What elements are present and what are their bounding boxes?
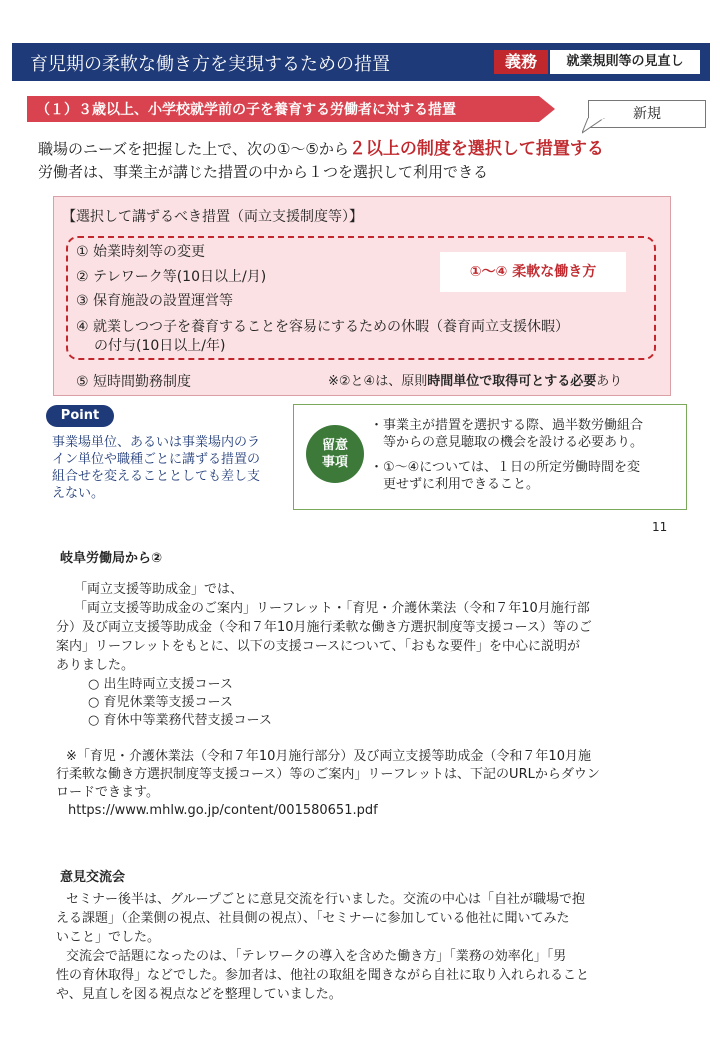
paragraph-line: 「両立支援等助成金」では、 — [74, 582, 244, 597]
notice-circle-icon: 留意 事項 — [306, 425, 364, 483]
obligation-badge: 義務 — [494, 50, 548, 74]
measure-item-4-cont: の付与(10日以上/年) — [94, 338, 226, 354]
point-badge: Point — [46, 405, 114, 427]
measure-item-2: ② テレワーク等(10日以上/月) — [76, 269, 267, 285]
page-number: 11 — [652, 520, 668, 534]
section-title-exchange: 意見交流会 — [60, 870, 126, 885]
paragraph-line: 案内」リーフレットをもとに、以下の支援コースについて、「おもな要件」を中心に説明が — [56, 639, 581, 654]
course-item: ○ 育児休業等支援コース — [88, 695, 233, 710]
paragraph-line: 「両立支援等助成金のご案内」リーフレット・「育児・介護休業法（令和７年10月施行部 — [74, 601, 590, 616]
new-label: 新規 — [633, 106, 661, 122]
course-item: ○ 出生時両立支援コース — [88, 677, 233, 692]
intro-line-1: 職場のニーズを把握した上で、次の①～⑤から２以上の制度を選択して措置する — [38, 139, 604, 159]
measure-item-3: ③ 保育施設の設置運営等 — [76, 293, 234, 309]
section-title-gifu: 岐阜労働局から② — [60, 551, 163, 566]
obligation-detail: 就業規則等の見直し — [550, 50, 700, 74]
note-line: 行柔軟な働き方選択制度等支援コース）等のご案内」リーフレットは、下記のURLからダウン — [56, 767, 600, 782]
paragraph-line: える課題」（企業側の視点、社員側の視点）、「セミナーに参加している他社に聞いてみた — [56, 911, 570, 926]
paragraph-line: や、見直しを図る視点などを整理していました。 — [56, 987, 342, 1002]
notice-line-4: 更せずに利用できること。 — [370, 477, 540, 492]
flexible-work-tag: ①～④ 柔軟な働き方 — [440, 252, 626, 292]
download-url[interactable]: https://www.mhlw.go.jp/content/001580651.pdf — [68, 803, 378, 818]
point-text: 事業場単位、あるいは事業場内のライン単位や職種ごとに講ずる措置の組合せを変えることとしても差し支えない。 — [52, 435, 261, 501]
paragraph-line: 交流会で話題になったのは、「テレワークの導入を含めた働き方」「業務の効率化」「男 — [66, 949, 567, 964]
paragraph-line: セミナー後半は、グループごとに意見交流を行いました。交流の中心は「自社が職場で抱 — [66, 892, 585, 907]
notice-line-1: ・事業主が措置を選択する際、過半数労働組合 — [370, 418, 644, 433]
paragraph-line: いこと」でした。 — [56, 930, 161, 945]
measure-item-4: ④ 就業しつつ子を養育することを容易にするための休暇（養育両立支援休暇） — [76, 319, 569, 335]
intro-line-2: 労働者は、事業主が講じた措置の中から１つを選択して利用できる — [38, 163, 489, 181]
paragraph-line: ありました。 — [56, 658, 135, 673]
emphasis-text: ２以上の制度を選択して措置する — [348, 139, 604, 159]
section-subtitle: （１）３歳以上、小学校就学前の子を養育する労働者に対する措置 — [36, 102, 456, 118]
measure-item-1: ① 始業時刻等の変更 — [76, 244, 206, 260]
paragraph-line: 分）及び両立支援等助成金（令和７年10月施行柔軟な働き方選択制度等支援コース）等のご — [56, 620, 592, 635]
course-item: ○ 育休中等業務代替支援コース — [88, 713, 272, 728]
measure-item-5: ⑤ 短時間勤務制度 — [76, 374, 192, 390]
note-line: ※「育児・介護休業法（令和７年10月施行部分）及び両立支援等助成金（令和７年10月施 — [66, 749, 591, 764]
paragraph-line: 性の育休取得」などでした。参加者は、他社の取組を聞きながら自社に取り入れられること — [56, 968, 590, 983]
notice-line-3: ・①～④については、１日の所定労働時間を変 — [370, 460, 641, 475]
note-line: ロードできます。 — [56, 785, 159, 800]
notice-line-2: 等からの意見聴取の機会を設ける必要あり。 — [370, 435, 644, 450]
time-unit-note: ※②と④は、原則時間単位で取得可とする必要あり — [328, 374, 623, 389]
slide-title: 育児期の柔軟な働き方を実現するための措置 — [30, 54, 390, 75]
measures-heading: 【選択して講ずるべき措置（両立支援制度等）】 — [62, 209, 363, 225]
